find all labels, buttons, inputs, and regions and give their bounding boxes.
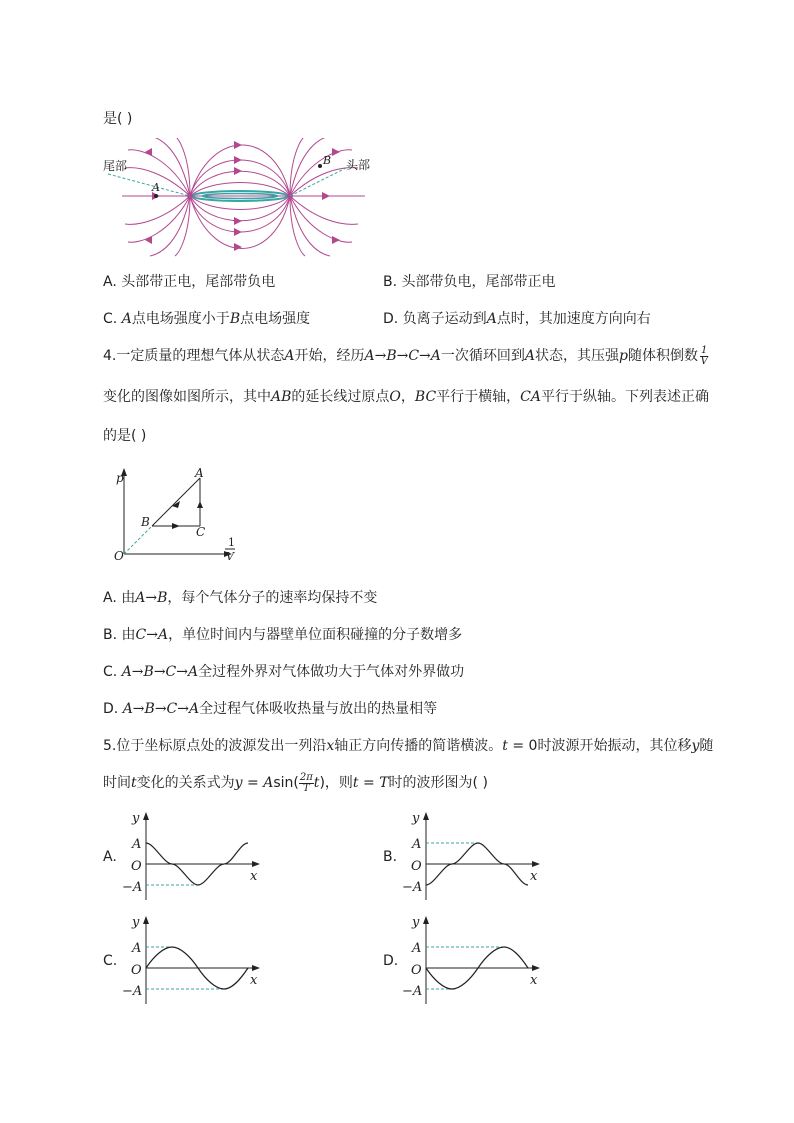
svg-text:O: O [131,859,142,874]
svg-text:x: x [530,869,538,884]
q4-option-d: D. A→B→C→A全过程气体吸收热量与放出的热量相等 [103,701,438,717]
wave-graph-a [118,808,268,903]
svg-text:O: O [411,859,422,874]
svg-text:A: A [412,837,422,852]
q5-stem-line2: 时间t变化的关系式为y = Asin( $\frac{2\pi}{T}$ t)，则t = T时的波形图为( ) [103,771,488,794]
svg-text:y: y [412,915,420,930]
axis-x-num: 1 [228,536,235,549]
svg-text:−A: −A [402,984,423,999]
q3-option-b: B. 头部带负电，尾部带正电 [383,274,556,290]
wave-graph-c [118,912,268,1007]
svg-text:x: x [530,973,538,988]
svg-text:x: x [250,869,258,884]
q4-stem-line3: 的是( ) [103,428,147,444]
origin-o: O [114,549,124,563]
q4-option-b: B. 由C→A，单位时间内与器壁单位面积碰撞的分子数增多 [103,627,463,643]
svg-text:−A: −A [122,984,143,999]
svg-text:−A: −A [402,880,423,895]
wave-graph-d [398,912,548,1007]
wave-graph-b [398,808,548,903]
label-point-a: A [152,181,160,194]
svg-text:O: O [411,963,422,978]
svg-text:O: O [131,963,142,978]
label-a: A [195,466,204,480]
label-head: 头部 [346,158,371,172]
q3-option-d: D. 负离子运动到A点时，其加速度方向向右 [383,311,651,327]
svg-text:A: A [132,837,142,852]
axis-x-den: V [226,550,234,563]
label-tail: 尾部 [103,159,128,173]
label-c: C [196,525,206,539]
point-a-dot [154,194,158,198]
q5-option-b-label: B. [383,849,398,865]
q4-stem-line1: 4.一定质量的理想气体从状态A开始，经历A→B→C→A一次循环回到A状态，其压强p随体积倒数 $\frac{1}{V}$ [103,344,708,367]
q5-option-c-label: C. [103,953,118,969]
svg-text:x: x [250,973,258,988]
q3-option-c: C. A点电场强度小于B点电场强度 [103,311,311,327]
label-point-b: B [323,154,332,167]
svg-text:y: y [412,811,420,826]
svg-text:−A: −A [122,880,143,895]
electric-field-figure [100,138,380,258]
svg-text:A: A [412,941,422,956]
label-b: B [141,515,150,529]
q3-stem-tail: 是( ) [103,111,133,127]
svg-text:y: y [132,915,140,930]
point-b-dot [318,164,322,168]
q5-option-d-label: D. [383,953,399,969]
svg-text:y: y [132,811,140,826]
q5-stem-line1: 5.位于坐标原点处的波源发出一列沿x轴正方向传播的简谐横波。t = 0时波源开始振动，其位移y随 [103,738,714,754]
q4-option-a: A. 由A→B，每个气体分子的速率均保持不变 [103,590,378,606]
q4-stem-line2: 变化的图像如图所示，其中AB的延长线过原点O，BC平行于横轴，CA平行于纵轴。下列表述正确 [103,389,709,405]
q5-option-a-label: A. [103,849,117,865]
p-inverse-v-graph [108,462,243,570]
q4-option-c: C. A→B→C→A全过程外界对气体做功大于气体对外界做功 [103,664,465,680]
svg-text:A: A [132,941,142,956]
q3-option-a: A. 头部带正电，尾部带负电 [103,274,276,290]
axis-p: p [116,471,124,485]
